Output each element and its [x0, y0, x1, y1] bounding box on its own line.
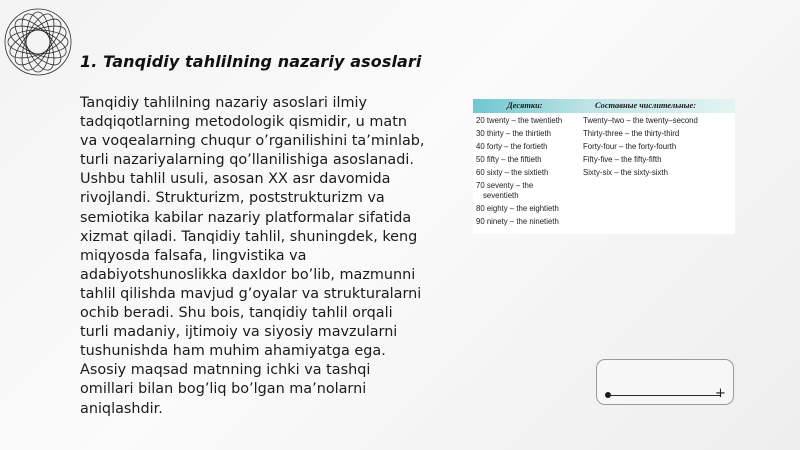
tens-column [476, 114, 580, 228]
slider-track[interactable] [607, 395, 721, 396]
slide-title: 1. Tanqidiy tahlilning nazariy asoslari [80, 52, 422, 71]
table-header-band [473, 99, 735, 113]
plus-icon[interactable]: + [715, 386, 726, 401]
header-compounds: Составные числительные: [595, 101, 696, 110]
slider-knob[interactable] [605, 392, 611, 398]
tens-row-line: 70 seventy – the [476, 181, 534, 190]
compound-row: Forty-four – the forty-fourth [583, 142, 677, 151]
compound-row: Fifty-five – the fifty-fifth [583, 155, 662, 164]
tens-row: 60 sixty – the sixtieth [476, 168, 549, 177]
header-tens: Десятки: [507, 101, 543, 110]
compound-row: Thirty-three – the thirty-third [583, 129, 680, 138]
tens-row: 40 forty – the fortieth [476, 142, 548, 151]
numbers-table-image [473, 99, 735, 234]
tens-row: 80 eighty – the eightieth [476, 204, 559, 213]
compound-row: Twenty–two – the twenty–second [583, 116, 698, 125]
body-paragraph: Tanqidiy tahlilning nazariy asoslari ilmiy tadqiqotlarning metodologik qismidir, u matn va voqealarning chuqur o’rganilishini ta’minlab, turli nazariyalarning qo’llanilishiga asoslanadi. Ushbu tahlil usuli, asosan XX asr davomida rivojlandi. Strukturizm, poststrukturizm va semiotika kabilar nazariy platformalar sifatida xizmat qiladi. Tanqidiy tahlil, shuningdek, keng miqyosda falsafa, lingvistika va adabiyotshunoslikka daxldor bo’lib, mazmunni tahlil qilishda mavjud g’oyalar va strukturalarni ochib beradi. Shu bois, tanqidiy tahlil orqali turli madaniy, ijtimoiy va siyosiy mavzularni tushunishda ham muhim ahamiyatga ega. Asosiy maqsad matnning ichki va tashqi omillari bilan bog’liq bo’lgan ma’nolarni aniqlashdir. [80, 95, 425, 417]
tens-row: 90 ninety – the ninetieth [476, 217, 559, 226]
tens-row: 50 fifty – the fiftieth [476, 155, 542, 164]
tens-row-continuation: seventieth [483, 191, 519, 200]
rosette-logo-icon [2, 2, 74, 80]
tens-row [476, 179, 580, 202]
tens-row: 20 twenty – the twentieth [476, 116, 563, 125]
media-slider-control[interactable] [596, 359, 734, 405]
tens-row: 30 thirty – the thirtieth [476, 129, 551, 138]
compound-row: Sixty-six – the sixty-sixth [583, 168, 668, 177]
compounds-column [583, 114, 733, 179]
